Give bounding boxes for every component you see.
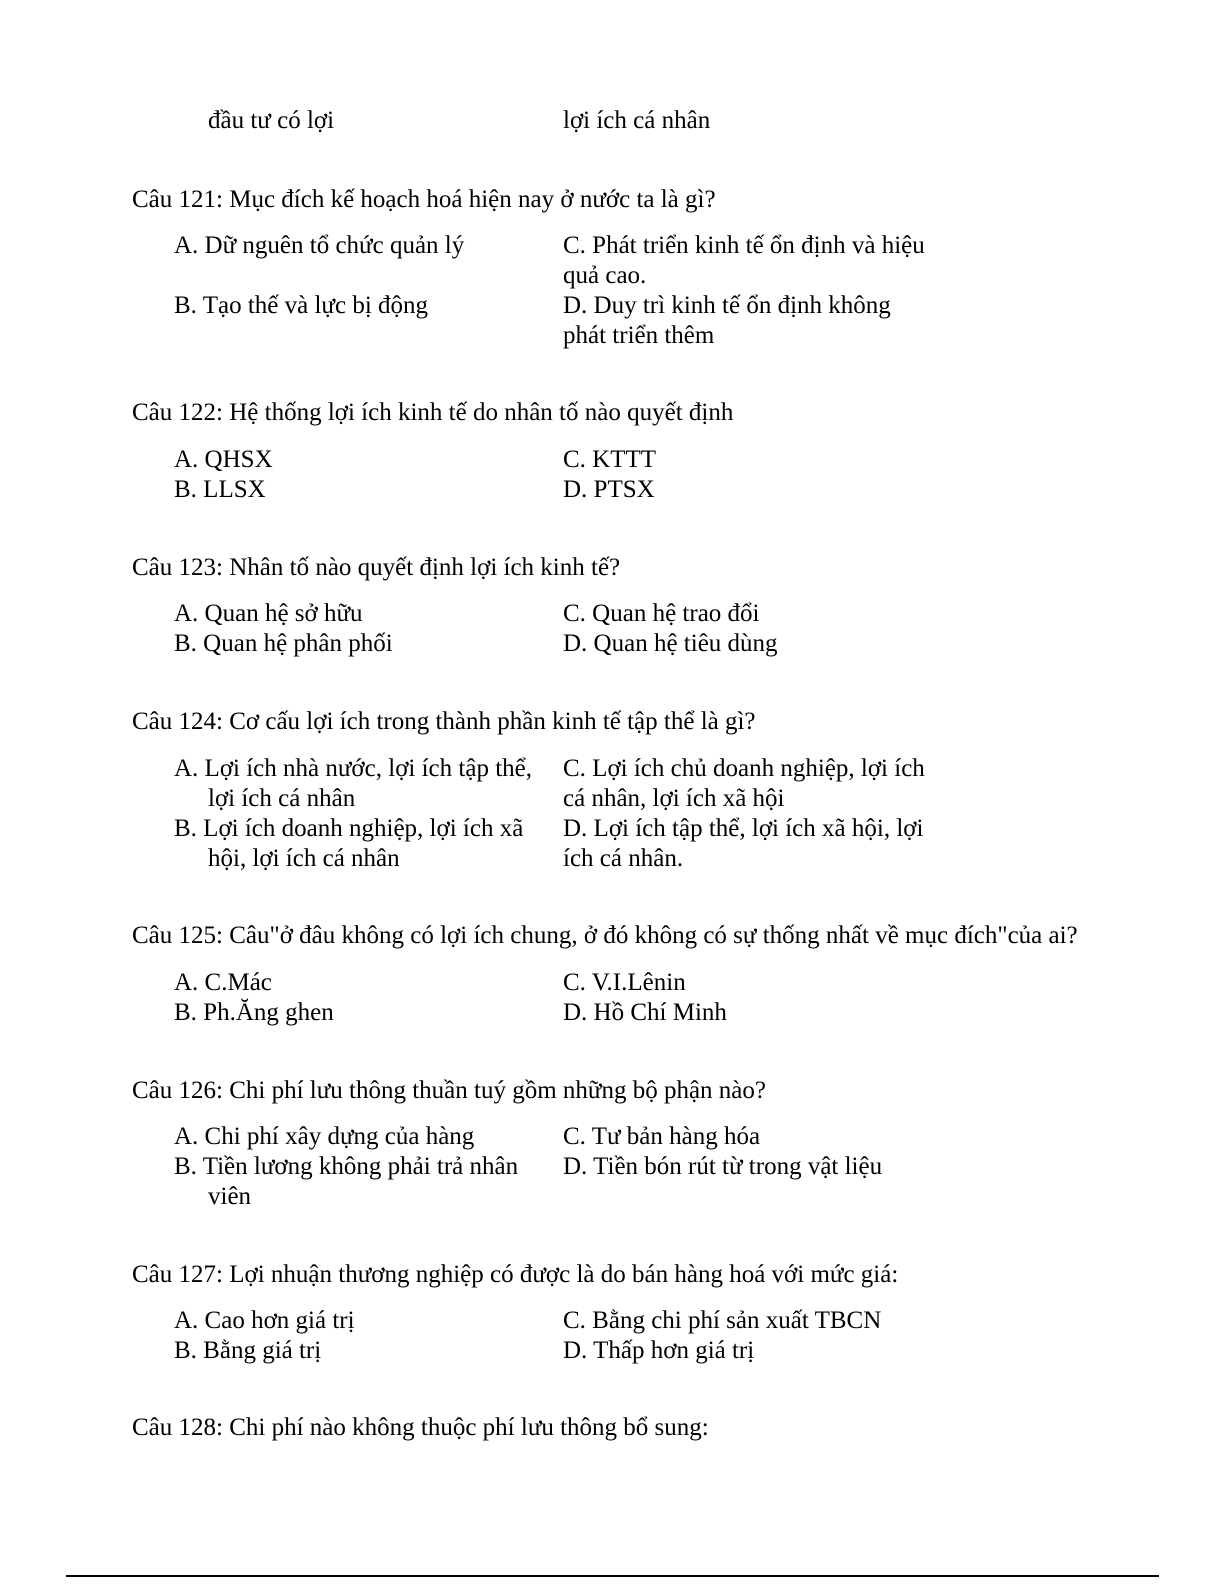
option-a: A. Dữ nguên tổ chức quản lý [174,232,465,259]
option-c: C. Tư bản hàng hóa [563,1123,761,1150]
option-c: C. Phát triển kinh tế ổn định và hiệu quả cao. [563,232,925,289]
question-title: Câu 128: Chi phí nào không thuộc phí lưu thông bổ sung: [132,1414,709,1441]
option-a: A. Chi phí xây dựng của hàng [174,1123,475,1150]
option-d: D. Hồ Chí Minh [563,999,727,1026]
question-title: Câu 125: Câu"ở đâu không có lợi ích chung, ở đó không có sự thống nhất về mục đích"của ai? [132,922,1078,949]
option-d: D. Tiền bón rút từ trong vật liệu [563,1153,883,1180]
option-b: B. Tạo thế và lực bị động [174,292,429,319]
option-c: C. KTTT [563,446,657,473]
question-title: Câu 122: Hệ thống lợi ích kinh tế do nhân tố nào quyết định [132,399,734,426]
question-title: Câu 127: Lợi nhuận thương nghiệp có được là do bán hàng hoá với mức giá: [132,1261,899,1288]
option-c: C. Bằng chi phí sản xuất TBCN [563,1307,882,1334]
option-b: B. Bằng giá trị [174,1337,322,1364]
option-d: D. Lợi ích tập thể, lợi ích xã hội, lợi ích cá nhân. [563,815,924,872]
carryover-right: lợi ích cá nhân [563,107,711,134]
question-title: Câu 124: Cơ cấu lợi ích trong thành phần kinh tế tập thể là gì? [132,708,756,735]
option-d: D. Quan hệ tiêu dùng [563,630,778,657]
option-c: C. V.I.Lênin [563,969,686,996]
option-b: B. LLSX [174,476,266,503]
option-b: B. Lợi ích doanh nghiệp, lợi ích xã hội, lợi ích cá nhân [174,815,524,872]
question-title: Câu 123: Nhân tố nào quyết định lợi ích kinh tế? [132,554,621,581]
option-d: D. Duy trì kinh tế ổn định không phát triển thêm [563,292,891,349]
page-bottom-rule [66,1575,1159,1577]
option-b: B. Ph.Ăng ghen [174,999,334,1026]
option-b: B. Tiền lương không phải trả nhân viên [174,1153,519,1210]
option-a: A. C.Mác [174,969,272,996]
option-d: D. PTSX [563,476,655,503]
option-a: A. QHSX [174,446,273,473]
question-title: Câu 121: Mục đích kế hoạch hoá hiện nay ở nước ta là gì? [132,186,716,213]
question-title: Câu 126: Chi phí lưu thông thuần tuý gồm những bộ phận nào? [132,1077,766,1104]
carryover-left: đầu tư có lợi [208,107,335,134]
option-a: A. Quan hệ sở hữu [174,600,363,627]
option-a: A. Lợi ích nhà nước, lợi ích tập thể, lợi ích cá nhân [174,755,532,812]
option-c: C. Lợi ích chủ doanh nghiệp, lợi ích cá nhân, lợi ích xã hội [563,755,925,812]
option-a: A. Cao hơn giá trị [174,1307,355,1334]
option-c: C. Quan hệ trao đổi [563,600,760,627]
option-d: D. Thấp hơn giá trị [563,1337,755,1364]
option-b: B. Quan hệ phân phối [174,630,393,657]
